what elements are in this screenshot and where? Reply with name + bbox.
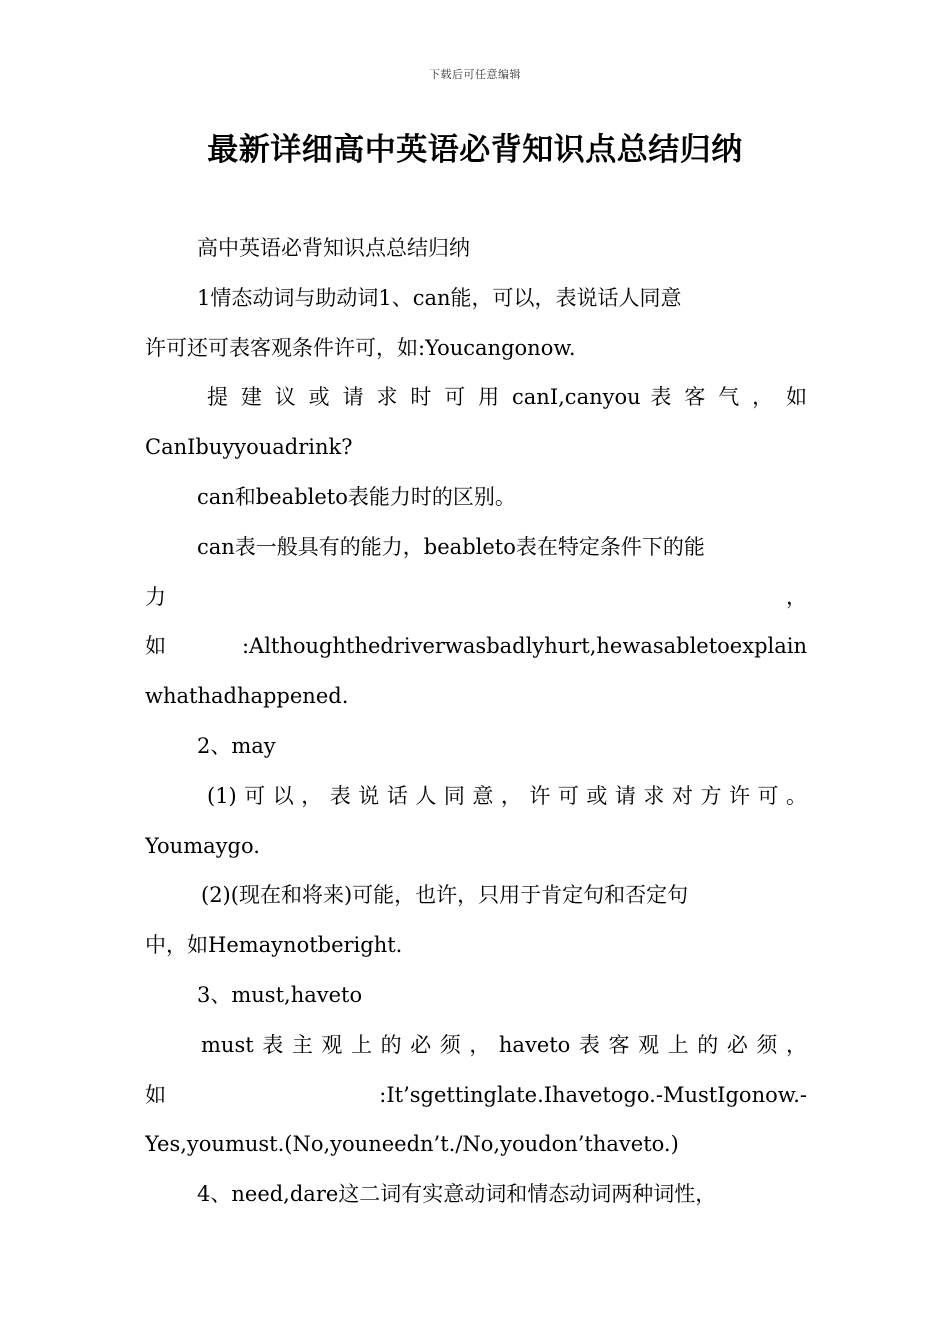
body-line: 提 建 议 或 请 求 时 可 用 canI,canyou 表 客 气 ， 如 — [207, 385, 807, 410]
body-line: 4、need,dare这二词有实意动词和情态动词两种词性， — [197, 1182, 717, 1207]
body-line: 如 :Althoughthedriverwasbadlyhurt,hewasabletoexplain — [145, 634, 807, 659]
body-line: (1)可以，表说话人同意，许可或请求对方许可。 — [207, 783, 807, 808]
body-line: 高中英语必背知识点总结归纳 — [197, 236, 470, 260]
body-line: 力 ， — [145, 584, 807, 609]
document-title: 最新详细高中英语必背知识点总结归纳 — [207, 132, 743, 168]
body-line: must表主观上的必须，haveto表客观上的必须， — [201, 1032, 807, 1057]
header-note: 下载后可任意编辑 — [429, 68, 521, 81]
body-line: whathadhappened. — [145, 684, 349, 709]
body-line: (2)(现在和将来)可能，也许，只用于肯定句和否定句 — [201, 883, 689, 908]
body-line: can表一般具有的能力，beableto表在特定条件下的能 — [197, 534, 705, 559]
body-line: 中，如Hemaynotberight. — [145, 933, 403, 958]
body-line: 2、may — [197, 733, 276, 758]
body-line: can和beableto表能力时的区别。 — [197, 484, 516, 509]
body-line: 如 :It’sgettinglate.Ihavetogo.-MustIgonow.- — [145, 1082, 807, 1107]
document-body — [145, 224, 807, 1220]
body-line: 3、must,haveto — [197, 982, 363, 1007]
body-line: CanIbuyyouadrink? — [145, 435, 353, 460]
body-line: 1情态动词与助动词1、can能，可以，表说话人同意 — [197, 285, 682, 310]
body-line: Yes,youmust.(No,youneedn’t./No,youdon’thaveto.) — [145, 1132, 679, 1157]
body-line: 许可还可表客观条件许可，如:Youcangonow. — [145, 335, 576, 360]
body-line: Youmaygo. — [145, 833, 260, 858]
